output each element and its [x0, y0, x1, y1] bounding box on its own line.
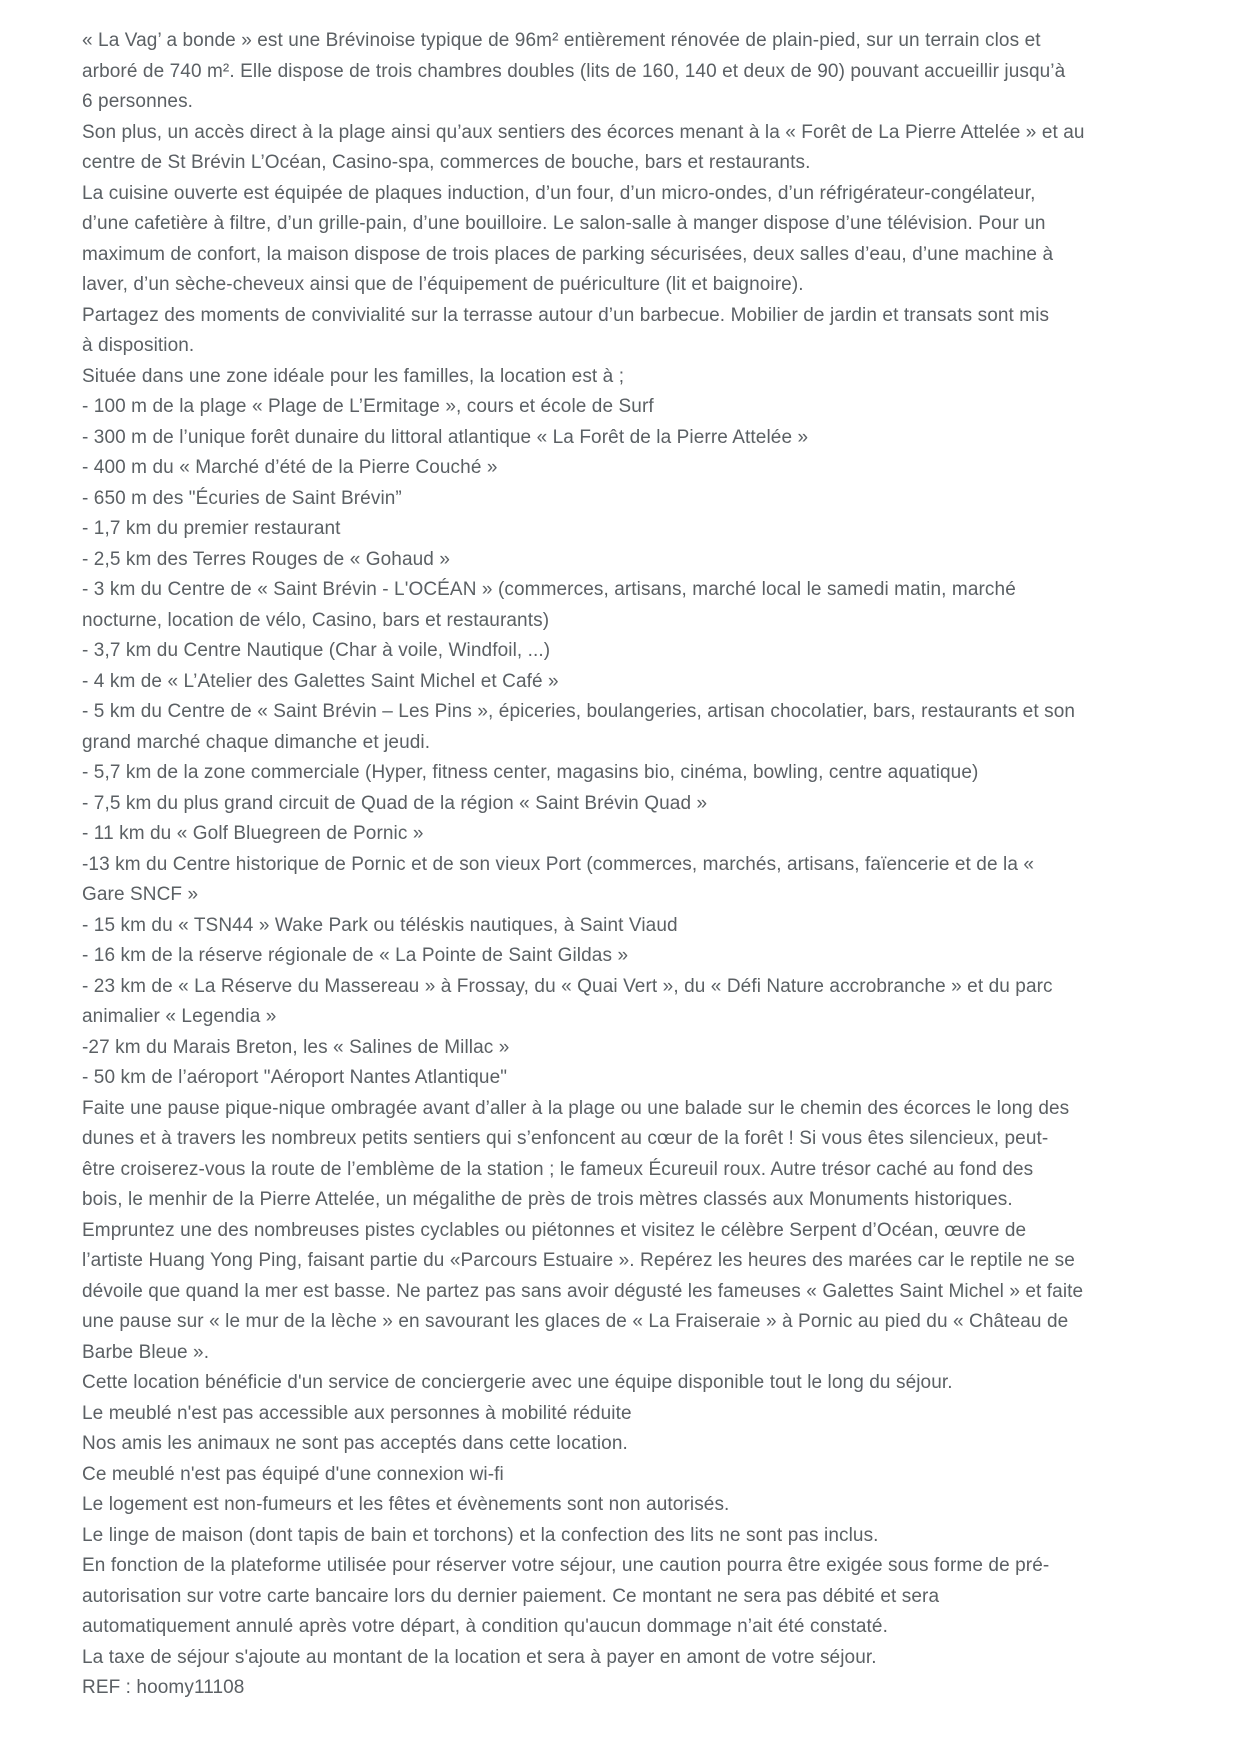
text-line: Son plus, un accès direct à la plage ainsi qu’aux sentiers des écorces menant à la « Forêt de La Pierre Attelée » et au [82, 121, 1085, 143]
text-line: grand marché chaque dimanche et jeudi. [82, 731, 431, 753]
text-line: REF : hoomy11108 [82, 1677, 245, 1698]
text-line: Ce meublé n'est pas équipé d'une connexion wi-fi [82, 1463, 504, 1485]
text-line: Gare SNCF » [82, 884, 199, 905]
text-line: Le meublé n'est pas accessible aux personnes à mobilité réduite [82, 1402, 632, 1424]
text-line: - 650 m des "Écuries de Saint Brévin” [82, 487, 402, 509]
text-line: Cette location bénéficie d'un service de conciergerie avec une équipe disponible tout le long du séjour. [82, 1372, 953, 1393]
text-line: à disposition. [82, 335, 195, 356]
text-line: La taxe de séjour s'ajoute au montant de la location et sera à payer en amont de votre séjour. [82, 1646, 877, 1668]
text-line: maximum de confort, la maison dispose de trois places de parking sécurisées, deux salles d’eau, d’une machine à [82, 243, 1054, 265]
text-line: - 3 km du Centre de « Saint Brévin - L'OCÉAN » (commerces, artisans, marché local le samedi matin, marché [82, 579, 1016, 600]
text-line: nocturne, location de vélo, Casino, bars et restaurants) [82, 609, 550, 631]
text-line: autorisation sur votre carte bancaire lors du dernier paiement. Ce montant ne sera pas débité et sera [82, 1585, 940, 1607]
text-line: -13 km du Centre historique de Pornic et de son vieux Port (commerces, marchés, artisans, faïencerie et de la « [82, 853, 1035, 875]
text-line: dunes et à travers les nombreux petits sentiers qui s’enfoncent au cœur de la forêt ! Si vous êtes silencieux, peut- [82, 1128, 1049, 1149]
text-line: bois, le menhir de la Pierre Attelée, un mégalithe de près de trois mètres classés aux Monuments historiques. [82, 1189, 1013, 1210]
text-line: Faite une pause pique-nique ombragée avant d’aller à la plage ou une balade sur le chemin des écorces le long des [82, 1097, 1070, 1119]
text-line: Barbe Bleue ». [82, 1341, 210, 1363]
text-line: l’artiste Huang Yong Ping, faisant partie du «Parcours Estuaire ». Repérez les heures des marées car le reptile ne se [82, 1250, 1075, 1271]
text-line: - 23 km de « La Réserve du Massereau » à Frossay, du « Quai Vert », du « Défi Nature accrobranche » et du parc [82, 975, 1053, 997]
text-line: - 1,7 km du premier restaurant [82, 518, 341, 539]
text-line: - 5 km du Centre de « Saint Brévin – Les Pins », épiceries, boulangeries, artisan chocolatier, bars, restaurants et son [82, 701, 1076, 722]
text-line: centre de St Brévin L’Océan, Casino-spa, commerces de bouche, bars et restaurants. [82, 152, 811, 173]
text-line: automatiquement annulé après votre départ, à condition qu'aucun dommage n’ait été constaté. [82, 1616, 888, 1637]
text-line: La cuisine ouverte est équipée de plaques induction, d’un four, d’un micro-ondes, d’un réfrigérateur-congélateur, [82, 182, 1036, 204]
text-line: - 2,5 km des Terres Rouges de « Gohaud » [82, 548, 451, 570]
text-line: - 16 km de la réserve régionale de « La Pointe de Saint Gildas » [82, 945, 629, 966]
text-line: une pause sur « le mur de la lèche » en savourant les glaces de « La Fraiseraie » à Pornic au pied du « Château de [82, 1311, 1069, 1332]
text-line: Nos amis les animaux ne sont pas acceptés dans cette location. [82, 1433, 628, 1454]
text-line: - 3,7 km du Centre Nautique (Char à voile, Windfoil, ...) [82, 640, 551, 661]
text-line: arboré de 740 m². Elle dispose de trois chambres doubles (lits de 160, 140 et deux de 90) pouvant accueillir jusqu’à [82, 60, 1066, 82]
text-line: 6 personnes. [82, 91, 194, 112]
text-line: « La Vag’ a bonde » est une Brévinoise typique de 96m² entièrement rénovée de plain-pied, sur un terrain clos et [82, 30, 1041, 51]
text-line: - 400 m du « Marché d’été de la Pierre Couché » [82, 457, 498, 478]
text-line: - 100 m de la plage « Plage de L’Ermitage », cours et école de Surf [82, 396, 654, 417]
text-line: - 50 km de l’aéroport "Aéroport Nantes Atlantique" [82, 1067, 508, 1088]
text-line: Le logement est non-fumeurs et les fêtes et évènements sont non autorisés. [82, 1494, 730, 1515]
text-line: animalier « Legendia » [82, 1006, 277, 1027]
text-line: - 300 m de l’unique forêt dunaire du littoral atlantique « La Forêt de la Pierre Attelée » [82, 426, 809, 448]
text-line: - 4 km de « L’Atelier des Galettes Saint Michel et Café » [82, 670, 559, 692]
text-line: dévoile que quand la mer est basse. Ne partez pas sans avoir dégusté les fameuses « Galettes Saint Michel » et faite [82, 1280, 1084, 1302]
text-line: - 15 km du « TSN44 » Wake Park ou téléskis nautiques, à Saint Viaud [82, 914, 678, 936]
text-line: Empruntez une des nombreuses pistes cyclables ou piétonnes et visitez le célèbre Serpent d’Océan, œuvre de [82, 1219, 1027, 1241]
text-line: -27 km du Marais Breton, les « Salines de Millac » [82, 1036, 510, 1058]
text-line: - 5,7 km de la zone commerciale (Hyper, fitness center, magasins bio, cinéma, bowling, centre aquatique) [82, 762, 979, 783]
text-line: En fonction de la plateforme utilisée pour réserver votre séjour, une caution pourra être exigée sous forme de pré- [82, 1555, 1050, 1576]
text-line: être croiserez-vous la route de l’emblème de la station ; le fameux Écureuil roux. Autre trésor caché au fond des [82, 1158, 1034, 1180]
text-line: d’une cafetière à filtre, d’un grille-pain, d’une bouilloire. Le salon-salle à manger dispose d’une télévision. Pour un [82, 213, 1046, 234]
text-line: laver, d’un sèche-cheveux ainsi que de l’équipement de puériculture (lit et baignoire). [82, 274, 804, 295]
text-line: - 11 km du « Golf Bluegreen de Pornic » [82, 823, 424, 844]
text-line: Située dans une zone idéale pour les familles, la location est à ; [82, 365, 625, 387]
text-line: Partagez des moments de convivialité sur la terrasse autour d’un barbecue. Mobilier de jardin et transats sont mis [82, 304, 1050, 326]
text-line: Le linge de maison (dont tapis de bain et torchons) et la confection des lits ne sont pas inclus. [82, 1524, 879, 1546]
text-line: - 7,5 km du plus grand circuit de Quad de la région « Saint Brévin Quad » [82, 792, 708, 814]
